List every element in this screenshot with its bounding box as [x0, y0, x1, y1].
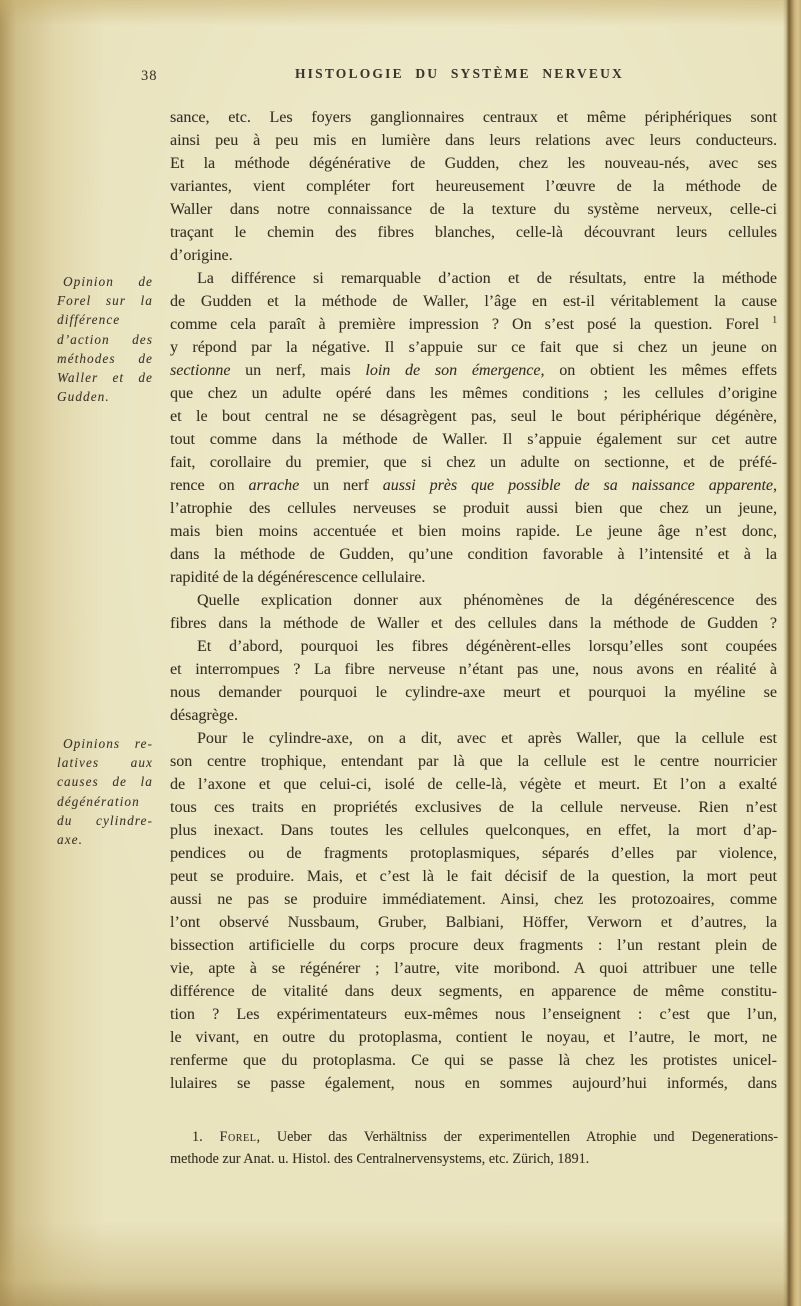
text-line	[170, 543, 777, 566]
running-title: HISTOLOGIE DU SYSTÈME NERVEUX	[294, 66, 624, 81]
text-line	[170, 934, 777, 957]
text-line	[170, 405, 777, 428]
text-line	[170, 520, 777, 543]
text-segment: de Gudden et la méthode de Waller, l’âge en est-il véritablement la cause	[170, 293, 777, 310]
text-segment: méthodes de	[57, 350, 153, 366]
text-segment: Quelle explication donner aux phénomènes de la dégénérescence des	[197, 592, 777, 609]
text-segment: , Ueber das Verhältniss der experimentellen Atrophie und Degenerations-	[256, 1129, 778, 1145]
text-segment: aussi ne pas se produire immédiatement. Ainsi, chez les protozoaires, comme	[170, 891, 777, 908]
text-segment: variantes, vient compléter fort heureusement l’œuvre de la méthode de	[170, 178, 777, 195]
text-line	[170, 106, 777, 129]
text-segment: du cylindre-	[57, 812, 153, 828]
text-line	[170, 382, 777, 405]
text-line	[170, 129, 777, 152]
text-line	[57, 368, 153, 387]
text-line	[170, 796, 777, 819]
text-line	[170, 589, 777, 612]
text-segment: et interrompues ? La fibre nerveuse n’étant pas une, nous avons en réalité à	[170, 661, 777, 678]
text-line	[57, 772, 153, 791]
text-segment: différence de vitalité dans deux segments, en apparence de même constitu-	[170, 983, 777, 1000]
text-segment: vie, apte à se régénérer ; l’autre, vite moribond. A quoi attribuer une telle	[170, 960, 777, 977]
text-segment: son centre trophique, entendant par là que la cellule est le centre nourricier	[170, 753, 777, 770]
text-line	[57, 291, 153, 310]
text-line	[57, 330, 153, 349]
text-line	[57, 753, 153, 772]
text-segment: ainsi peu à peu mis en lumière dans leurs relations avec leurs conducteurs.	[170, 132, 777, 149]
text-line	[170, 221, 777, 244]
text-line	[170, 359, 777, 382]
text-line	[170, 658, 777, 681]
text-segment: renferme que du protoplasma. Ce qui se passe là chez les protistes unicel-	[170, 1052, 777, 1069]
text-line	[170, 1049, 777, 1072]
text-line	[170, 635, 777, 658]
text-segment: d’action des	[57, 331, 153, 347]
text-segment: methode zur Anat. u. Histol. des Centralnervensystems, etc. Zürich, 1891.	[170, 1151, 590, 1167]
text-segment: arrache	[248, 477, 300, 494]
text-line	[170, 773, 777, 796]
text-line	[57, 734, 153, 753]
text-line	[57, 310, 153, 329]
text-segment: tous ces traits en propriétés exclusives de la cellule nerveuse. Rien n’est	[170, 799, 777, 816]
text-line	[170, 244, 777, 267]
text-segment: d’origine.	[170, 247, 233, 264]
text-segment: de l’axone et que celui-ci, isolé de celle-là, végète et meurt. Et l’on a exalté	[170, 776, 777, 793]
sidenote-forel-opinion	[57, 272, 153, 406]
text-line	[170, 704, 777, 727]
text-segment: le vivant, en outre du protoplasma, contient le noyau, et l’autre, le mort, ne	[170, 1029, 777, 1046]
text-segment: sectionne	[170, 362, 231, 379]
text-segment: un nerf	[299, 477, 383, 494]
text-line	[170, 750, 777, 773]
text-segment: peut se produire. Mais, et c’est là le fait décisif de la question, la mort peut	[170, 868, 777, 885]
sidenote-degeneration-causes	[57, 734, 153, 849]
text-line	[170, 819, 777, 842]
paragraph	[170, 106, 777, 267]
text-line	[170, 865, 777, 888]
text-segment: y répond par la négative. Il s’appuie sur ce fait que si chez un jeune on	[170, 339, 777, 356]
text-segment: l’ont observé Nussbaum, Gruber, Balbiani, Höffer, Verworn et d’autres, la	[170, 914, 777, 931]
paragraph	[170, 635, 777, 727]
text-segment: Pour le cylindre-axe, on a dit, avec et après Waller, que la cellule est	[197, 730, 777, 747]
text-segment: causes de la	[57, 774, 153, 790]
text-segment: Et d’abord, pourquoi les fibres dégénèrent-elles lorsqu’elles sont coupées	[197, 638, 777, 655]
text-segment: dans la méthode de Gudden, qu’une condition favorable à l’intensité et à la	[170, 546, 777, 563]
text-segment: plus inexact. Dans toutes les cellules quelconques, en effet, la mort d’ap-	[170, 822, 777, 839]
text-line	[170, 842, 777, 865]
text-segment: axe.	[57, 831, 83, 847]
footnote	[170, 1126, 778, 1170]
text-line	[170, 566, 777, 589]
text-line	[170, 1003, 777, 1026]
text-segment: différence	[57, 312, 121, 328]
text-segment: Gudden.	[57, 389, 110, 405]
text-segment: un nerf, mais	[230, 362, 366, 379]
text-segment: que chez un adulte opéré dans les mêmes conditions ; les cellules d’origine	[170, 385, 777, 402]
text-line	[57, 792, 153, 811]
text-line	[57, 349, 153, 368]
text-line	[57, 272, 153, 291]
text-segment: mais bien moins accentuée et bien moins rapide. Le jeune âge n’est donc,	[170, 523, 777, 540]
text-line	[170, 1072, 777, 1095]
text-line	[170, 681, 777, 704]
text-line	[57, 830, 153, 849]
text-segment: tion ? Les expérimentateurs eux-mêmes nous l’enseignent : c’est que l’un,	[170, 1006, 777, 1023]
text-segment: aussi près que possible de sa naissance apparente	[382, 477, 773, 494]
text-segment: Opinions re-	[63, 736, 153, 751]
text-segment: Waller dans notre connaissance de la texture du système nerveux, celle-ci	[170, 201, 777, 218]
text-segment: , on obtient les mêmes effets	[540, 362, 777, 379]
text-line	[170, 290, 777, 313]
text-segment: rence on	[170, 477, 249, 494]
text-line	[57, 811, 153, 830]
text-segment: fait, corollaire du premier, que si chez un adulte on sectionne, et de préfé-	[170, 454, 777, 471]
text-line	[170, 336, 777, 359]
text-line	[170, 727, 777, 750]
text-segment: lulaires se passe également, nous en sommes aujourd’hui informés, dans	[170, 1075, 777, 1092]
text-segment: latives aux	[57, 755, 153, 771]
paragraph	[170, 589, 777, 635]
text-line	[170, 1126, 778, 1148]
text-segment: Opinion de	[63, 274, 153, 289]
text-line	[170, 267, 777, 290]
text-line	[170, 911, 777, 934]
text-line	[170, 612, 777, 635]
text-segment: Forel sur la	[57, 293, 153, 309]
text-line	[170, 428, 777, 451]
body-column	[170, 106, 777, 1095]
text-segment: Waller et de	[57, 369, 153, 385]
text-segment: La différence si remarquable d’action et de résultats, entre la méthode	[197, 270, 777, 287]
footnote-reference: 1	[772, 315, 777, 326]
text-line	[170, 957, 777, 980]
text-segment: Forel	[219, 1129, 257, 1145]
text-segment: nous demander pourquoi le cylindre-axe meurt et pourquoi la myéline se	[170, 684, 777, 701]
text-segment: fibres dans la méthode de Waller et des cellules dans la méthode de Gudden ?	[170, 615, 777, 632]
text-segment: tout comme dans la méthode de Waller. Il s’appuie également sur cet autre	[170, 431, 777, 448]
text-line	[170, 497, 777, 520]
text-line	[170, 175, 777, 198]
text-segment: l’atrophie des cellules nerveuses se produit aussi bien que chez un jeune,	[170, 500, 777, 517]
text-line	[170, 451, 777, 474]
text-segment: rapidité de la dégénérescence cellulaire.	[170, 569, 426, 586]
text-line	[170, 313, 777, 336]
text-segment: comme cela paraît à première impression ? On s’est posé la question. Forel	[170, 316, 773, 333]
text-line	[170, 152, 777, 175]
text-segment: Et la méthode dégénérative de Gudden, chez les nouveau-nés, avec ses	[170, 155, 777, 172]
text-segment: loin de son émergence	[365, 362, 541, 379]
text-segment: dégénération	[57, 793, 140, 809]
text-segment: sance, etc. Les foyers ganglionnaires centraux et même périphériques sont	[170, 109, 777, 126]
paragraph	[170, 727, 777, 1095]
text-segment: pendices ou de fragments protoplasmiques, séparés d’elles par violence,	[170, 845, 777, 862]
text-segment: désagrège.	[170, 707, 238, 724]
text-line	[170, 1148, 778, 1170]
page-number: 38	[141, 68, 158, 84]
text-line	[170, 888, 777, 911]
text-line	[170, 1026, 777, 1049]
paragraph	[170, 267, 777, 589]
text-segment: 1.	[192, 1129, 220, 1145]
text-line	[57, 387, 153, 406]
text-segment: et le bout central ne se désagrègent pas, seul le bout périphérique dégénère,	[170, 408, 777, 425]
running-head	[141, 66, 777, 88]
text-segment: ,	[773, 477, 777, 494]
text-line	[170, 474, 777, 497]
text-line	[170, 198, 777, 221]
page-edge	[783, 0, 801, 1306]
text-segment: bissection artificielle du corps procure deux fragments : l’un restant plein de	[170, 937, 777, 954]
text-segment: traçant le chemin des fibres blanches, celle-là découvrant leurs cellules	[170, 224, 777, 241]
text-line	[170, 980, 777, 1003]
